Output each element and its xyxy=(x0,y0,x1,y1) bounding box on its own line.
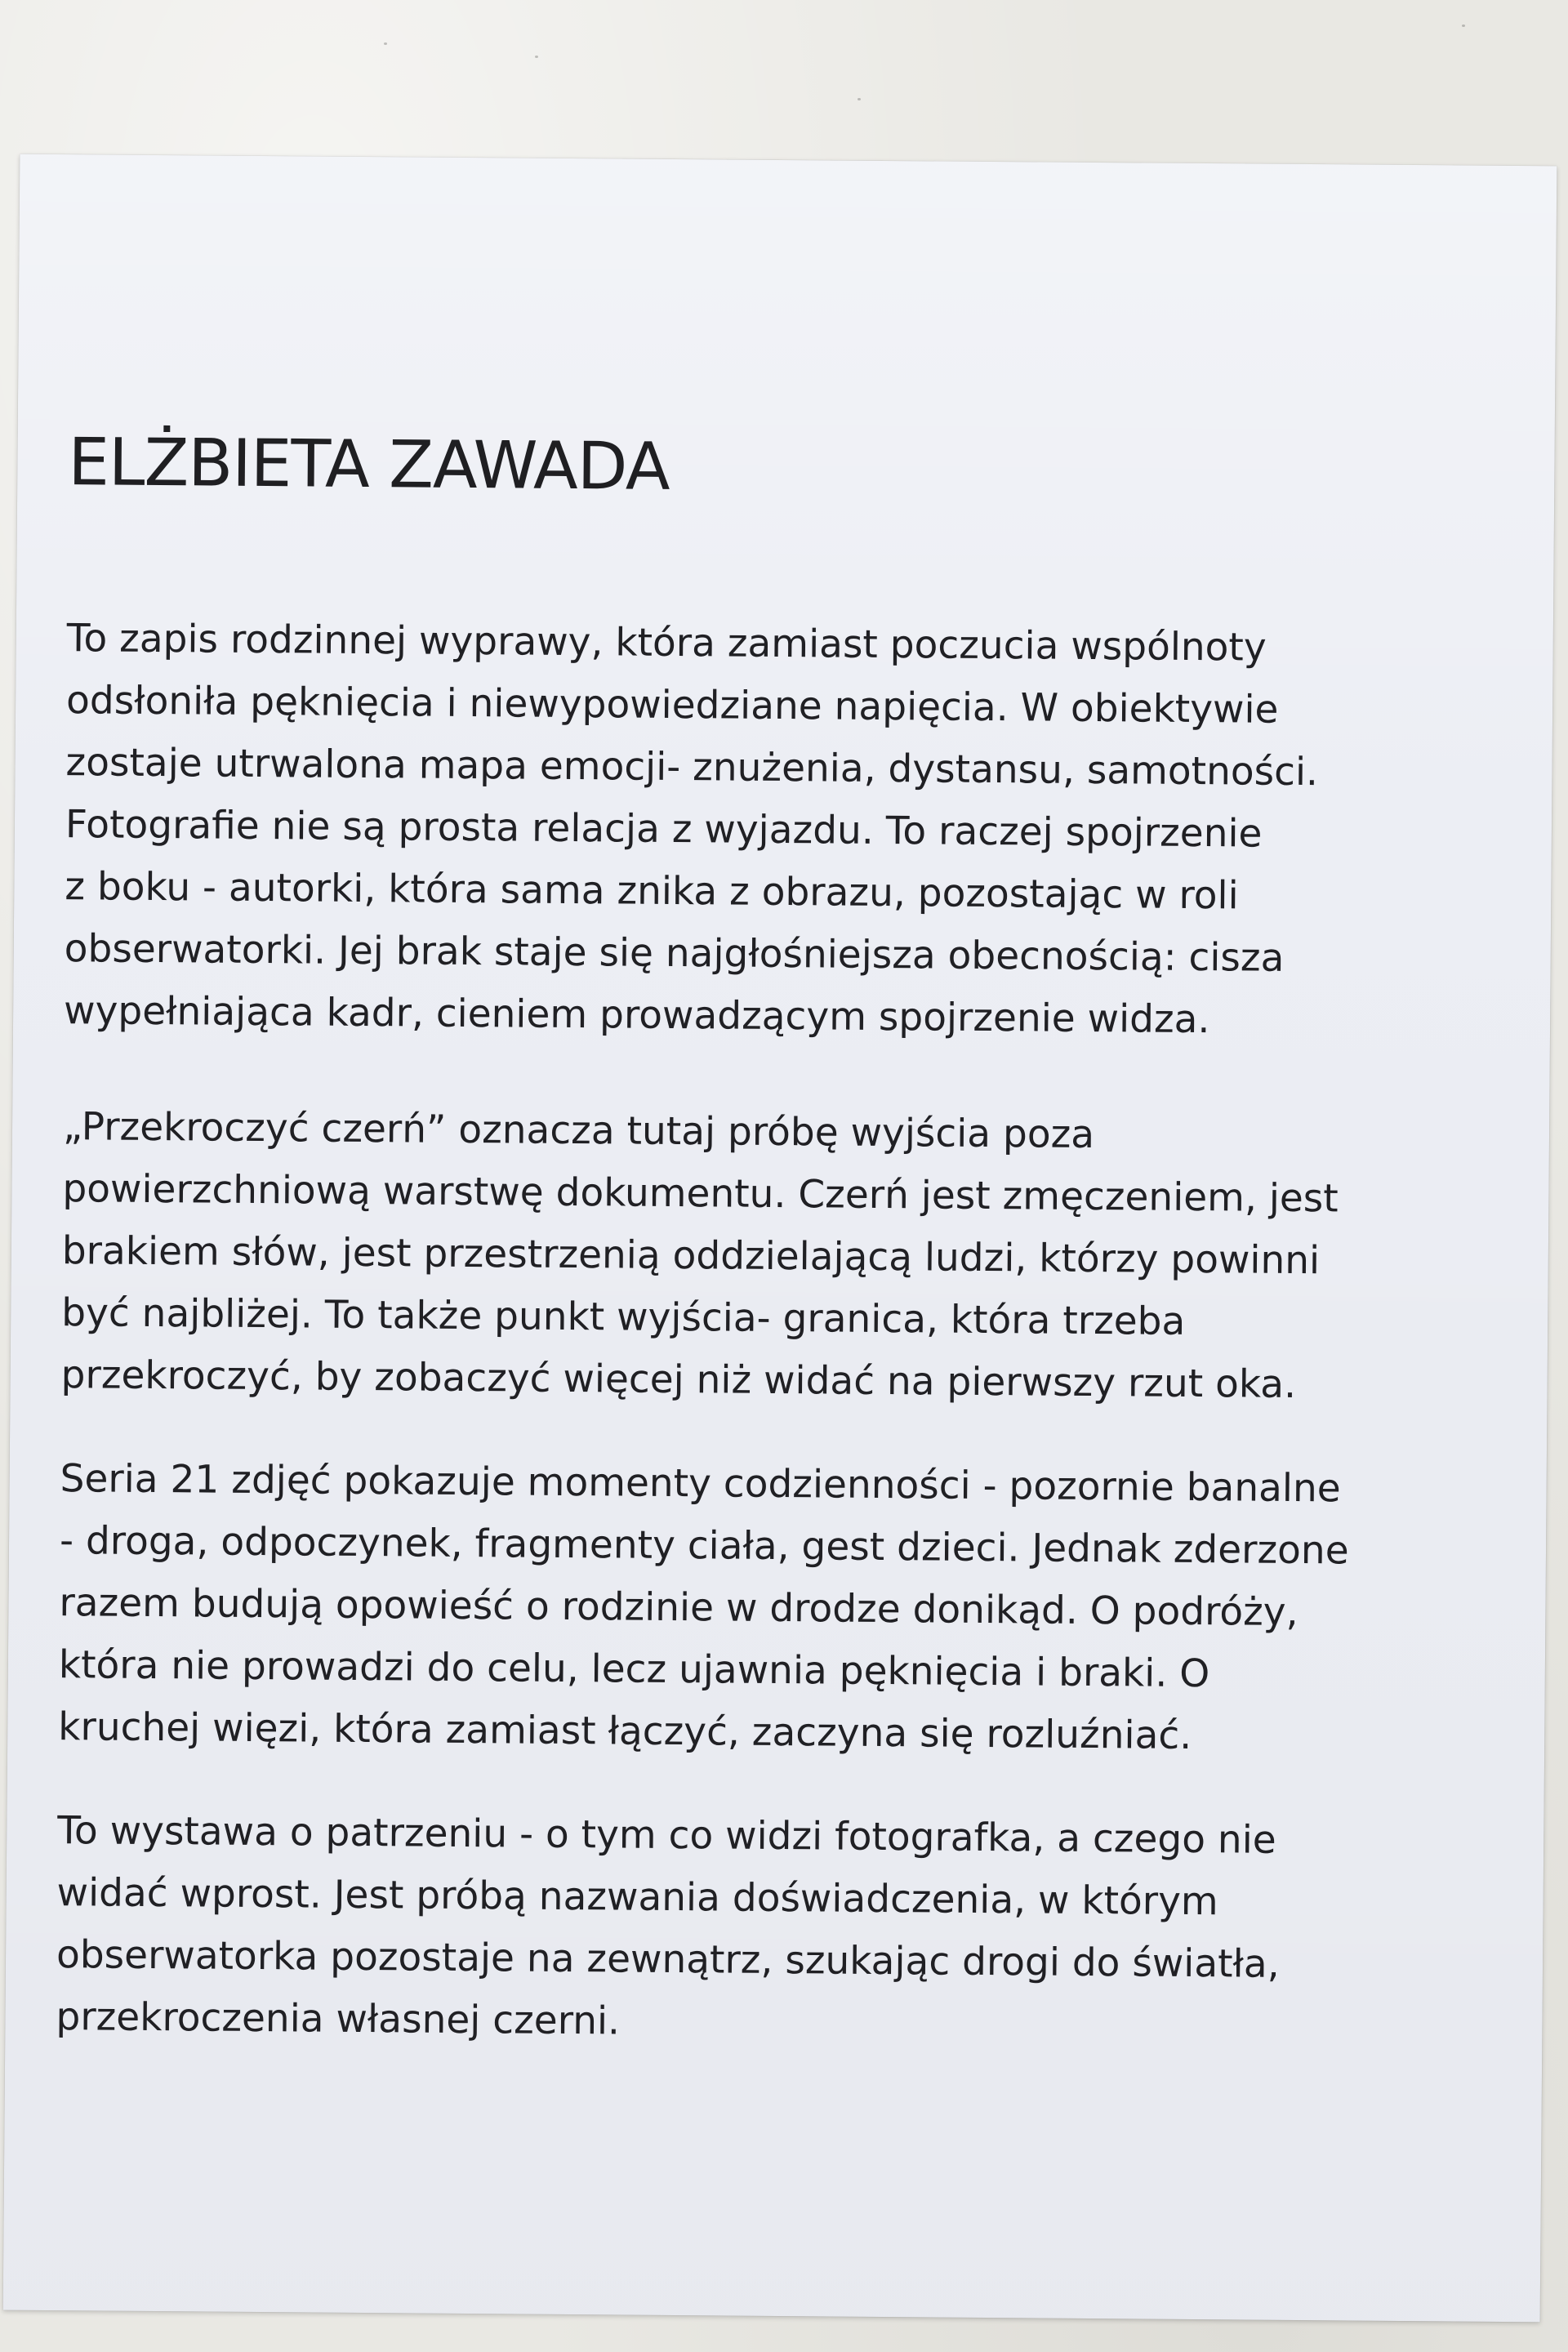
text-line: - droga, odpoczynek, fragmenty ciała, gest dzieci. Jednak zderzone xyxy=(59,1518,1349,1574)
text-line: powierzchniową warstwę dokumentu. Czerń jest zmęczeniem, jest xyxy=(62,1166,1339,1222)
text-line: przekroczyć, by zobaczyć więcej niż widać na pierwszy rzut oka. xyxy=(60,1352,1297,1407)
text-line: zostaje utrwalona mapa emocji- znużenia, dystansu, samotności. xyxy=(65,740,1319,795)
text-line: która nie prowadzi do celu, lecz ujawnia pęknięcia i braki. O xyxy=(58,1642,1210,1697)
text-line: obserwatorki. Jej brak staje się najgłośniejsza obecnością: cisza xyxy=(64,926,1285,981)
artist-name-title: ELŻBIETA ZAWADA xyxy=(68,424,670,505)
paragraph-4 xyxy=(56,1800,1446,2059)
text-line: To zapis rodzinnej wyprawy, która zamiast poczucia wspólnoty xyxy=(66,616,1267,670)
text-line: kruchej więzi, która zamiast łączyć, zaczyna się rozluźniać. xyxy=(58,1704,1192,1758)
text-line: To wystawa o patrzeniu - o tym co widzi fotografka, a czego nie xyxy=(57,1808,1276,1863)
text-line: Fotografie nie są prosta relacja z wyjazdu. To raczej spojrzenie xyxy=(65,802,1263,857)
paragraph-1 xyxy=(64,608,1455,1053)
text-line: być najbliżej. To także punkt wyjścia- granica, która trzeba xyxy=(61,1290,1186,1344)
text-line: z boku - autorki, która sama znika z obrazu, pozostając w roli xyxy=(65,864,1239,919)
paragraph-2 xyxy=(60,1096,1451,1417)
text-line: wypełniająca kadr, cieniem prowadzącym spojrzenie widza. xyxy=(63,988,1210,1043)
text-line: razem budują opowieść o rodzinie w drodze donikąd. O podróży, xyxy=(59,1580,1298,1635)
text-line: „Przekroczyć czerń” oznacza tutaj próbę wyjścia poza xyxy=(62,1104,1095,1158)
text-line: brakiem słów, jest przestrzenią oddzielającą ludzi, którzy powinni xyxy=(61,1228,1321,1284)
wall-speck xyxy=(535,56,538,58)
text-line: odsłoniła pęknięcia i niewypowiedziane napięcia. W obiektywie xyxy=(65,678,1279,733)
wall-speck xyxy=(1462,24,1465,27)
wall-speck xyxy=(384,42,387,45)
text-line: obserwatorka pozostaje na zewnątrz, szukając drogi do światła, xyxy=(56,1932,1280,1987)
exhibition-text-sheet xyxy=(3,154,1557,2323)
text-line: Seria 21 zdjęć pokazuje momenty codzienności - pozornie banalne xyxy=(60,1456,1341,1512)
paragraph-3 xyxy=(58,1448,1449,1769)
wall-speck xyxy=(858,98,861,100)
text-line: widać wprost. Jest próbą nazwania doświadczenia, w którym xyxy=(56,1870,1218,1925)
text-line: przekroczenia własnej czerni. xyxy=(56,1994,621,2044)
